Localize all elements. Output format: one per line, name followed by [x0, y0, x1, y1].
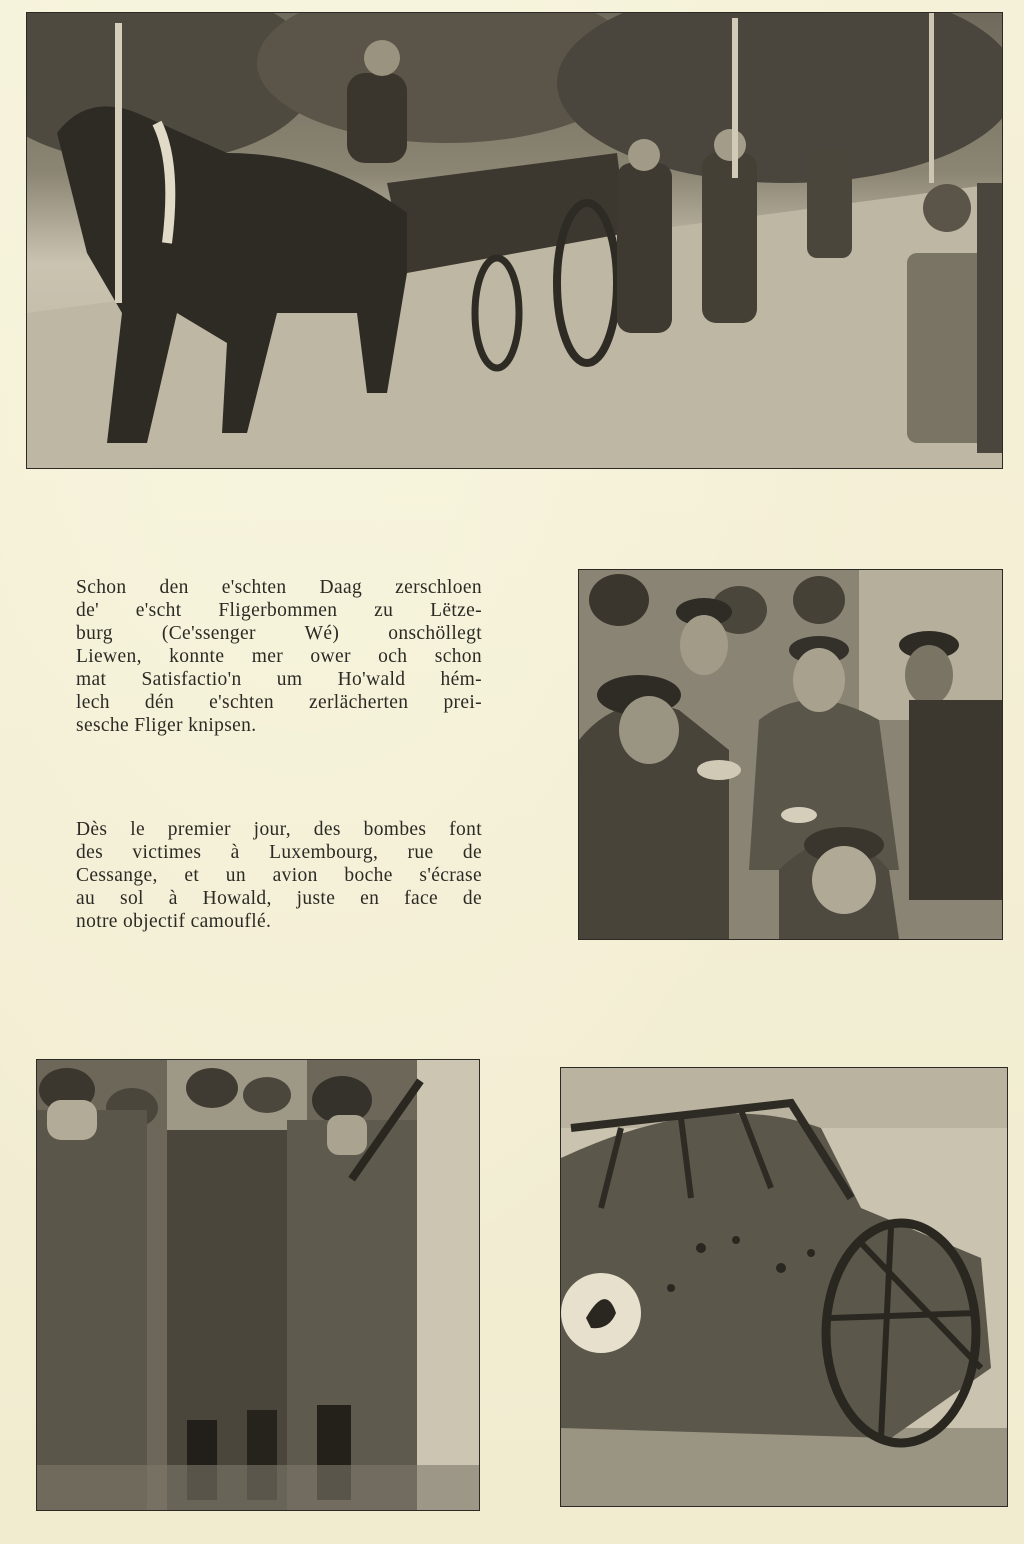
photo-soldiers-eating [579, 570, 1002, 939]
caption-lux-line: Liewen, konnte mer ower och schon [76, 646, 482, 667]
caption-lux-line: sesche Fliger knipsen. [76, 715, 257, 736]
caption-fr-line: notre objectif camouflé. [76, 911, 272, 932]
caption-french [76, 818, 482, 933]
photo-crashed-aircraft [561, 1068, 1007, 1506]
photo-horse-wagon-image [27, 13, 1002, 468]
caption-lux-line: Schon den e'schten Daag zerschloen [76, 577, 482, 598]
caption-lux-line: mat Satisfactio'n um Ho'wald hém- [76, 669, 482, 690]
caption-lux-line: de' e'scht Fligerbommen zu Lëtze- [76, 600, 482, 621]
caption-fr-line: Cessange, et un avion boche s'écrase [76, 865, 482, 886]
photo-marching-soldiers [37, 1060, 479, 1510]
caption-luxembourgish [76, 576, 482, 737]
photo-marching-soldiers-image [37, 1060, 479, 1510]
caption-lux-line: lech dén e'schten zerlächerten prei- [76, 692, 482, 713]
caption-fr-line: des victimes à Luxembourg, rue de [76, 842, 482, 863]
photo-horse-wagon-soldiers [27, 13, 1002, 468]
photo-crashed-aircraft-image [561, 1068, 1007, 1506]
caption-fr-line: au sol à Howald, juste en face de [76, 888, 482, 909]
caption-lux-line: burg (Ce'ssenger Wé) onschöllegt [76, 623, 482, 644]
photo-soldiers-eating-image [579, 570, 1002, 939]
caption-fr-line: Dès le premier jour, des bombes font [76, 819, 482, 840]
